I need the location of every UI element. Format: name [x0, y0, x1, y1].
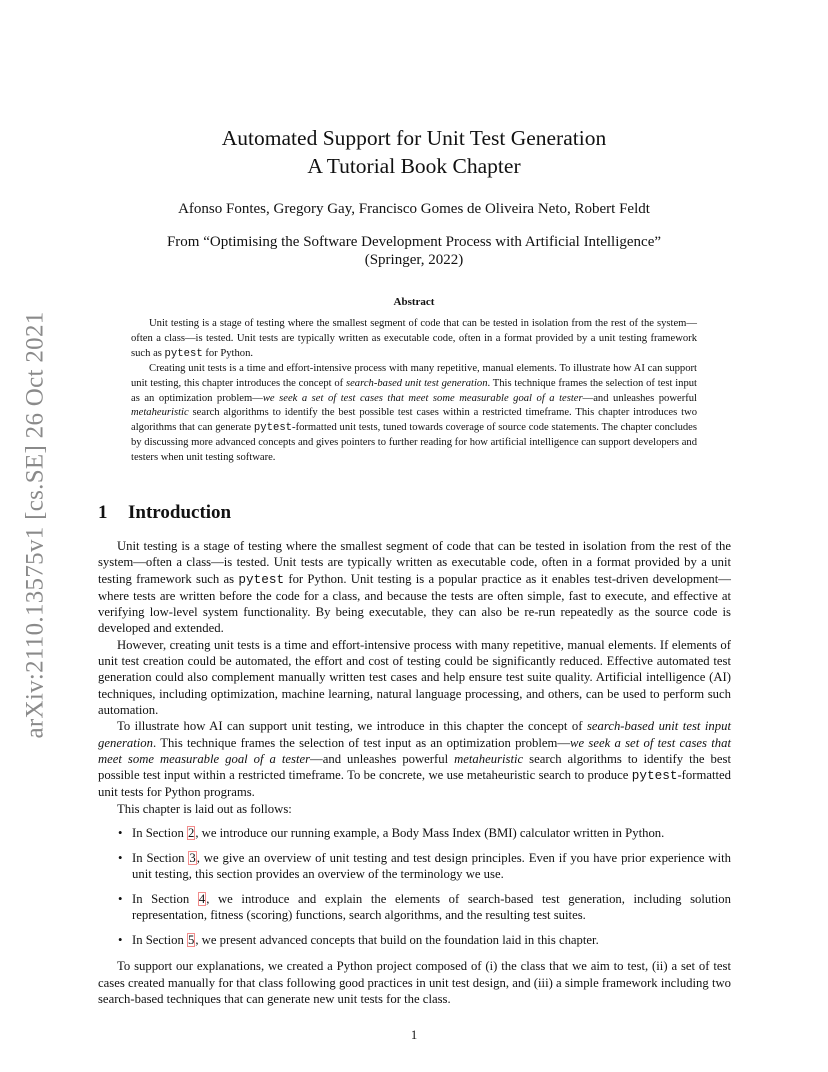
author-list: Afonso Fontes, Gregory Gay, Francisco Gomes de Oliveira Neto, Robert Feldt	[178, 201, 650, 217]
bullet-icon: •	[118, 850, 123, 865]
list-item: • In Section 2, we introduce our running example, a Body Mass Index (BMI) calculator written in Python.	[118, 826, 665, 841]
title-line-2: A Tutorial Book Chapter	[307, 154, 521, 178]
abstract-paragraph-2: Creating unit tests is a time and effort-intensive process with many repetitive, manual elements. To illustrate how AI can support unit testing, this chapter introduces the concept of search-based unit test generation. This technique frames the selection of test input as an optimization problem—we seek a set of test cases that meet some measurable goal of a tester—and unleashes powerful metaheuristic search algorithms to identify the best possible test cases within a restricted timeframe. This chapter introduces two algorithms that can generate pytest-formatted unit tests, tuned towards coverage of source code statements. The chapter concludes by discussing more advanced concepts and gives pointers to further reading for how artificial intelligence can support developers and testers when unit testing software.	[131, 362, 697, 464]
emphasis: metaheuristic	[131, 407, 189, 419]
body-paragraph-5: To support our explanations, we created a Python project composed of (i) the class that we aim to test, (ii) a set of test cases created manually for that class following good practices in unit test design, and (iii) a simple framework including two search-based techniques that can generate new unit tests for the class.	[98, 959, 731, 1006]
emphasis: metaheuristic	[454, 751, 524, 766]
emphasis: we seek a set of test cases that meet some measurable goal of a tester	[98, 735, 731, 766]
abstract-body	[131, 317, 697, 466]
bullet-icon: •	[118, 891, 123, 906]
emphasis: search-based unit test input generation	[98, 719, 731, 750]
list-item: • In Section 3, we give an overview of unit testing and test design principles. Even if you have prior experience with unit testing, this section provides an overview of the terminology we use.	[118, 850, 731, 882]
emphasis: search-based unit test generation	[345, 377, 488, 389]
inline-code: pytest	[253, 422, 293, 435]
section-4-link[interactable]: 4	[198, 891, 206, 906]
inline-code: pytest	[631, 768, 678, 784]
arxiv-stamp	[14, 295, 58, 755]
book-source	[0, 233, 828, 269]
body-paragraph-1: Unit testing is a stage of testing where the smallest segment of code that can be tested in isolation from the rest of the system—often a class—is tested. Unit tests are typically written as executable code, often in a format provided by a unit testing framework such as pytest for Python. Unit testing is a popular practice as it enables test-driven development—where tests are written before the code for a class, and because the tests are often simple, fast to execute, and effective at verifying low-level system functionality. By being executable, they can also be re-run repeatedly as the source code is developed and extended.	[98, 539, 731, 636]
section-2-link[interactable]: 2	[187, 826, 195, 841]
page-number: 1	[410, 1028, 418, 1042]
list-item: • In Section 4, we introduce and explain the elements of search-based test generation, including solution representation, fitness (scoring) functions, search algorithms, and the resulting test suites.	[118, 891, 731, 923]
section-3-link[interactable]: 3	[189, 850, 196, 865]
inline-code: pytest	[164, 347, 203, 360]
inline-code: pytest	[238, 571, 285, 587]
abstract-paragraph-1: Unit testing is a stage of testing where the smallest segment of code that can be tested in isolation from the rest of the system—often a class—is tested. Unit tests are typically written as executable code, often in a format provided by a unit testing framework such as pytest for Python.	[131, 318, 697, 360]
chapter-outline-list	[98, 825, 731, 948]
bullet-icon: •	[118, 933, 123, 948]
section-heading	[98, 502, 231, 524]
body-paragraph-3: To illustrate how AI can support unit testing, we introduce in this chapter the concept of search-based unit test input generation. This technique frames the selection of test input as an optimization problem—we seek a set of test cases that meet some measurable goal of a tester—and unleashes powerful metaheuristic search algorithms to identify the best possible test input within a restricted timeframe. To be concrete, we use metaheuristic search to produce pytest-formatted unit tests for Python programs.	[98, 719, 731, 800]
list-item: • In Section 5, we present advanced concepts that build on the foundation laid in this chapter.	[118, 933, 599, 948]
section-body	[98, 538, 731, 1007]
section-title: Introduction	[128, 502, 232, 523]
body-paragraph-4: This chapter is laid out as follows:	[117, 801, 292, 816]
arxiv-identifier: arXiv:2110.13575v1 [cs.SE] 26 Oct 2021	[22, 311, 49, 739]
source-line-2: (Springer, 2022)	[364, 252, 464, 268]
emphasis: we seek a set of test cases that meet some measurable goal of a tester	[262, 392, 583, 404]
body-paragraph-2: However, creating unit tests is a time and effort-intensive process with many repetitive, manual elements. If elements of unit test creation could be automated, the effort and cost of testing could be significantly reduced. Effective automated test generation could also complement manually written test cases and help ensure test suite quality. Artificial intelligence (AI) techniques, including optimization, machine learning, natural language processing, and others, can be used to perform such automation.	[98, 637, 731, 717]
title-line-1: Automated Support for Unit Test Generation	[221, 126, 607, 150]
source-line-1: From “Optimising the Software Development Process with Artificial Intelligence”	[166, 234, 662, 250]
abstract-heading: Abstract	[393, 296, 435, 308]
bullet-icon: •	[118, 826, 123, 841]
section-5-link[interactable]: 5	[187, 933, 195, 948]
section-number: 1	[98, 502, 108, 523]
paper-title	[0, 124, 828, 180]
